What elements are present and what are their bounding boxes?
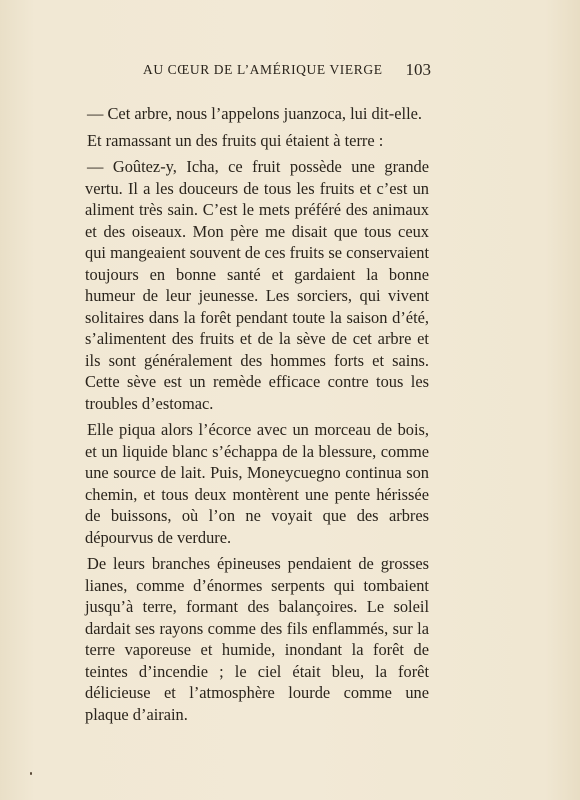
paragraph: — Goûtez-y, Icha, ce fruit possède une grande vertu. Il a les douceurs de tous les fruits et c’est un aliment très sain. C’est le mets préféré des animaux et des oiseaux. Mon père me disait que tous ceux qui mangeaient souvent de ces fruits se conservaient toujours en bonne santé et gardaient la bonne humeur de leur jeunesse. Les sorciers, qui vivent solitaires dans la forêt pendant toute la saison d’été, s’alimentent des fruits et de la sève de cet arbre et ils sont généralement des hommes forts et sains. Cette sève est un remède efficace contre tous les troubles d’estomac. bbox=[85, 157, 429, 413]
page-number: 103 bbox=[405, 60, 431, 79]
paper-speck bbox=[30, 772, 32, 775]
running-title: AU CŒUR DE L’AMÉRIQUE VIERGE bbox=[143, 62, 383, 77]
body-text bbox=[85, 103, 429, 725]
running-head bbox=[143, 62, 431, 82]
paragraph: — Cet arbre, nous l’appelons juanzoca, lui dit-elle. bbox=[87, 104, 422, 123]
paragraph: Et ramassant un des fruits qui étaient à terre : bbox=[87, 130, 384, 150]
paragraph: Elle piqua alors l’écorce avec un morceau de bois, et un liquide blanc s’échappa de la blessure, comme une source de lait. Puis, Moneycuegno continua son chemin, et tous deux montèrent une pente hérissée de buissons, où l’on ne voyait que des arbres dépourvus de verdure. bbox=[85, 420, 429, 547]
paragraph: De leurs branches épineuses pendaient de grosses lianes, comme d’énormes serpents qui tombaient jusqu’à terre, formant des balançoires. Le soleil dardait ses rayons comme des fils enflammés, sur la terre vaporeuse et humide, inondant la forêt de teintes d’incendie ; le ciel était bleu, la forêt délicieuse et l’atmosphère lourde comme une plaque d’airain. bbox=[85, 554, 429, 724]
